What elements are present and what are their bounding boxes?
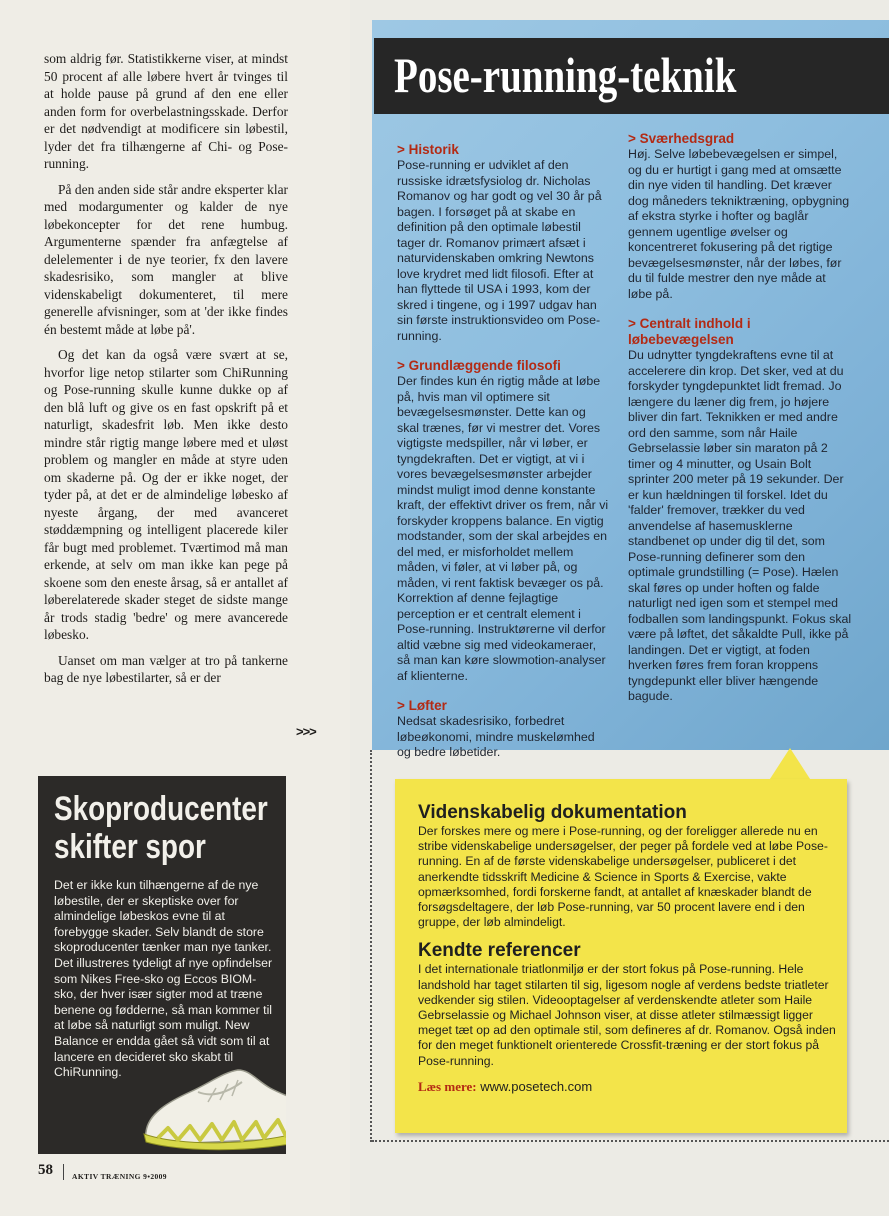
magazine-name: AKTIV TRÆNING 9•2009 bbox=[72, 1172, 167, 1181]
section-heading-historik: > Historik bbox=[397, 142, 459, 157]
section-text: Pose-running er udviklet af den russiske idrætsfysiolog dr. Nicholas Romanov og har godt og vel 30 år på bagen. I forsøget på at skabe en definition på den optimale løbestil tager dr. Romanov primært afsæt i naturvidenskaben omkring Newtons love krydret med lidt filosofi. Efter at han flyttede til USA i 1993, kom der skred i tingene, og i 1997 udgav han sin første instruktionsvideo om Pose-running. bbox=[397, 158, 602, 343]
shoe-sidebar bbox=[38, 776, 286, 1154]
read-more bbox=[418, 1079, 838, 1095]
evidence-content bbox=[418, 802, 838, 1095]
section-text: Nedsat skadesrisiko, forbedret løbeøkonomi, mindre muskelømhed og bedre løbetider. bbox=[397, 714, 595, 759]
references-heading: Kendte referencer bbox=[418, 940, 581, 962]
references-text: I det internationale triatlonmiljø er der stort fokus på Pose-running. Hele landshold har taget stilarten til sig, ligesom nogle af verdens bedste triatleter vedkender sig stilen. Videooptagelser af verdenskendte atleter som Haile Gebrselassie og Michael Johnson viser, at disse atleter stilmæssigt ligger meget tæt op ad den optimale stil, som defineres af dr. Romanov. Også inden for den meget funktionelt orienterede Crossfit-træning er der stort fokus på Pose-running. bbox=[418, 962, 836, 1068]
section-heading-centralt-indhold: > Centralt indhold i løbebevægelsen bbox=[628, 316, 751, 347]
article-body bbox=[44, 50, 288, 695]
evidence-text: Der forskes mere og mere i Pose-running, og der foreligger allerede nu en stribe videnskabelige undersøgelser, der peger på fordele ved at løbe Pose-running. En af de første videnskabelige undersøgelser, publiceret i det anerkendte tidsskrift Medicine & Science in Sports & Exercise, vakte opmærksomhed, fordi forskerne fandt, at antallet af knæskader blandt de forsøgsdeltagere, der løb Pose-running, var 50 procent lavere end i den gruppe, der løb almindeligt. bbox=[418, 824, 828, 930]
footer-divider bbox=[63, 1164, 64, 1180]
section-heading-lofter: > Løfter bbox=[397, 698, 447, 713]
sidebar-text: Det er ikke kun tilhængerne af de nye løbestile, der er skeptiske over for almindelige løbeskos evne til at forebygge skader. Selv blandt de store skoproducenter tænker man nye tanker. Det illustreres tydeligt af nye opfindelser som Nikes Free-sko og Eccos BIOM-sko, der hver især sigter mod at træne benene og fødderne, så man kommer til at løbe så naturligt som muligt. New Balance er endda gået så vidt som til at lancere en decideret sko skabt til ChiRunning. bbox=[54, 878, 273, 1080]
info-column-left bbox=[397, 142, 611, 775]
callout-pointer bbox=[768, 748, 812, 782]
body-paragraph: Uanset om man vælger at tro på tankerne bag de nye løbestilarter, så er der bbox=[44, 652, 288, 685]
dotted-border bbox=[372, 1140, 889, 1142]
section-text: Der findes kun én rigtig måde at løbe på, hvis man vil optimere sit bevægelsesmønster. Dette kan og skal trænes, før vi mestrer det. Vores vigtigste medspiller, når vi løber, er tyngdekraften. Det er vigtigt, at vi i vores bevægelsesmønster arbejder mindst muligt imod denne konstante kraft, der effektivt driver os frem, når vi forskyder kroppens balance. En vigtig modstander, som der skal arbejdes en del med, er misforholdet mellem måden, vi føler, at vi løber på, og måden, vi rent faktisk bevæger os på. Korrektion af denne fejlagtige perception er et centralt element i Pose-running. Instruktørerne vil derfor altid væbne sig med videokameraer, så man kan køre slowmotion-analyser af klienterne. bbox=[397, 374, 609, 683]
continue-arrows-icon: >>> bbox=[296, 724, 316, 739]
running-shoe-image bbox=[138, 1062, 286, 1152]
read-more-link[interactable]: www.posetech.com bbox=[480, 1078, 593, 1094]
article-title: Pose-running-teknik bbox=[394, 47, 737, 103]
read-more-label: Læs mere: bbox=[418, 1078, 477, 1094]
body-paragraph: som aldrig før. Statistikkerne viser, at mindst 50 procent af alle løbere hvert år tvinges til at holde pause på grund af den ene eller anden form for overbelastningsskade. Derfor er det nødvendigt at modificere sin løbestil, lyder det fra tilhængerne af Chi- og Pose-running. bbox=[44, 51, 288, 171]
section-text: Høj. Selve løbebevægelsen er simpel, og du er hurtigt i gang med at omsætte din nye viden til handling. Det kræver dog måneders tekniktræning, opbygning af ekstra styrke i hofter og baglår gennem ugentlige øvelser og koncentreret fokusering på det rigtige bevægelsesmønster, når der løbes, før du til fulde mestrer den nye måde at løbe på. bbox=[628, 147, 850, 301]
dotted-border bbox=[370, 750, 372, 1142]
sidebar-title: Skoproducenter skifter spor bbox=[54, 790, 268, 866]
page-number: 58 bbox=[38, 1162, 53, 1178]
section-heading-filosofi: > Grundlæggende filosofi bbox=[397, 358, 561, 373]
body-paragraph: På den anden side står andre eksperter klar med modargumenter og kalder de nye løbekoncepter for det rene humbug. Argumenterne spænder fra anfægtelse af delelementer i de nye teorier, fx den lavere skadesrisiko, som mangler at blive videnskabeligt dokumenteret, til mere generelle afvisninger, som at 'der ikke findes én bestemt måde at løbe på'. bbox=[44, 181, 288, 337]
section-text: Du udnytter tyngdekraftens evne til at accelerere din krop. Det sker, ved at du forskyder tyngdepunktet lidt fremad. Jo længere du læner dig frem, jo højere bliver din fart. Teknikken er med andre ord den samme, som når Haile Gebrselassie løber sin maraton på 2 timer og 4 minutter, og Usain Bolt sprinter 200 meter på 19 sekunder. Der er kun hældningen til forskel. Idet du 'falder' fremover, trækker du ved anvendelse af hasemusklerne standbenet op under dig til det, som Pose-running definerer som den optimale grundstilling (= Pose). Hælen skal føres op under hoften og falde naturligt ned igen som et stempel med fodballen som landingspunkt. Fokus skal være på løftet, det såkaldte Pull, ikke på landingen. Det er vigtigt, at foden hverken føres frem foran kroppens tyngdepunkt eller bliver hængende bagude. bbox=[628, 348, 852, 703]
info-column-right bbox=[628, 131, 853, 719]
section-heading-svaerhedsgrad: > Sværhedsgrad bbox=[628, 131, 735, 146]
body-paragraph: Og det kan da også være svært at se, hvorfor lige netop stilarter som ChiRunning og Pose-running skulle kunne dukke op af den blå luft og give os en fast opskrift på et naturligt, skadesfrit løb. Men ikke desto mindre står rigtig mange løbere med et uløst problem og mangler en måde at styre uden om skaderne på. Og der er ikke noget, der tyder på, at det er de almindelige løbesko af nyeste årgang, der med avanceret støddæmpning og intelligent placerede kiler får bugt med problemet. Tværtimod må man erkende, at selv om man ikke kan pege på skoene som den eneste årsag, så er antallet af løberelaterede skader steget de sidste mange år trods stadig 'bedre' og mere avancerede løbesko. bbox=[44, 347, 288, 642]
evidence-heading: Videnskabelig dokumentation bbox=[418, 802, 687, 823]
